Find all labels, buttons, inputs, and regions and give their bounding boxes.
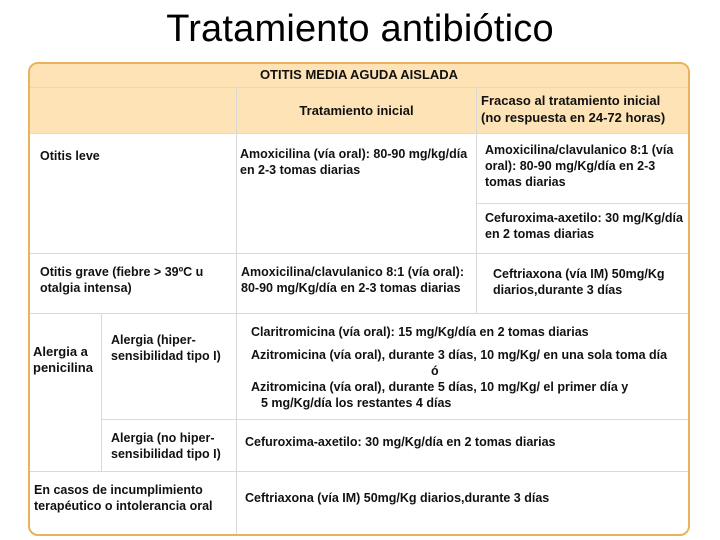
alergia-sub1-line4: 5 mg/Kg/día los restantes 4 días: [261, 396, 452, 410]
alergia-sub1-line2: Azitromicina (vía oral), durante 3 días, 10 mg/Kg/ en una sola toma día: [251, 348, 668, 362]
alergia-sub1-or: ó: [431, 364, 439, 378]
alergia-sub2-label: Alergia (no hiper- sensibilidad tipo I): [102, 420, 237, 472]
alergia-sub1-line1: Claritromicina (vía oral): 15 mg/Kg/día en 2 tomas diarias: [251, 325, 589, 339]
alergia-sub1-line3: Azitromicina (vía oral), durante 5 días, 10 mg/Kg/ el primer día y: [251, 380, 629, 394]
header-empty-cell: [30, 88, 237, 134]
leve-failure-1: Amoxicilina/clavulanico 8:1 (vía oral): 80-90 mg/Kg/día en 2-3 tomas diarias: [477, 134, 688, 204]
leve-failure-2: Cefuroxima-axetilo: 30 mg/Kg/día en 2 tomas diarias: [477, 204, 688, 254]
alergia-sub2-content: Cefuroxima-axetilo: 30 mg/Kg/día en 2 tomas diarias: [237, 420, 688, 472]
row-label-alergia: Alergia a penicilina: [30, 314, 102, 472]
row-label-grave: Otitis grave (fiebre > 39ºC u otalgia intensa): [30, 254, 237, 314]
row-label-leve: Otitis leve: [30, 134, 237, 254]
incumplimiento-content: Ceftriaxona (vía IM) 50mg/Kg diarios,durante 3 días: [245, 491, 550, 505]
grave-failure: Ceftriaxona (vía IM) 50mg/Kg diarios,durante 3 días: [477, 254, 688, 314]
alergia-sub1-content: [237, 314, 688, 420]
leve-initial: Amoxicilina (vía oral): 80-90 mg/kg/día en 2-3 tomas diarias: [237, 134, 477, 254]
col-header-failure: Fracaso al tratamiento inicial (no respuesta en 24-72 horas): [477, 88, 688, 134]
treatment-table: [28, 62, 690, 536]
col-header-initial: Tratamiento inicial: [237, 88, 477, 134]
page-title: Tratamiento antibiótico: [166, 8, 554, 50]
row-label-incumplimiento: En casos de incumplimiento terapéutico o intolerancia oral: [30, 472, 237, 536]
grave-initial: Amoxicilina/clavulanico 8:1 (vía oral): 80-90 mg/Kg/día en 2-3 tomas diarias: [237, 254, 477, 314]
alergia-sub1-label: Alergia (hiper- sensibilidad tipo I): [102, 314, 237, 420]
main-header: OTITIS MEDIA AGUDA AISLADA: [30, 64, 688, 88]
